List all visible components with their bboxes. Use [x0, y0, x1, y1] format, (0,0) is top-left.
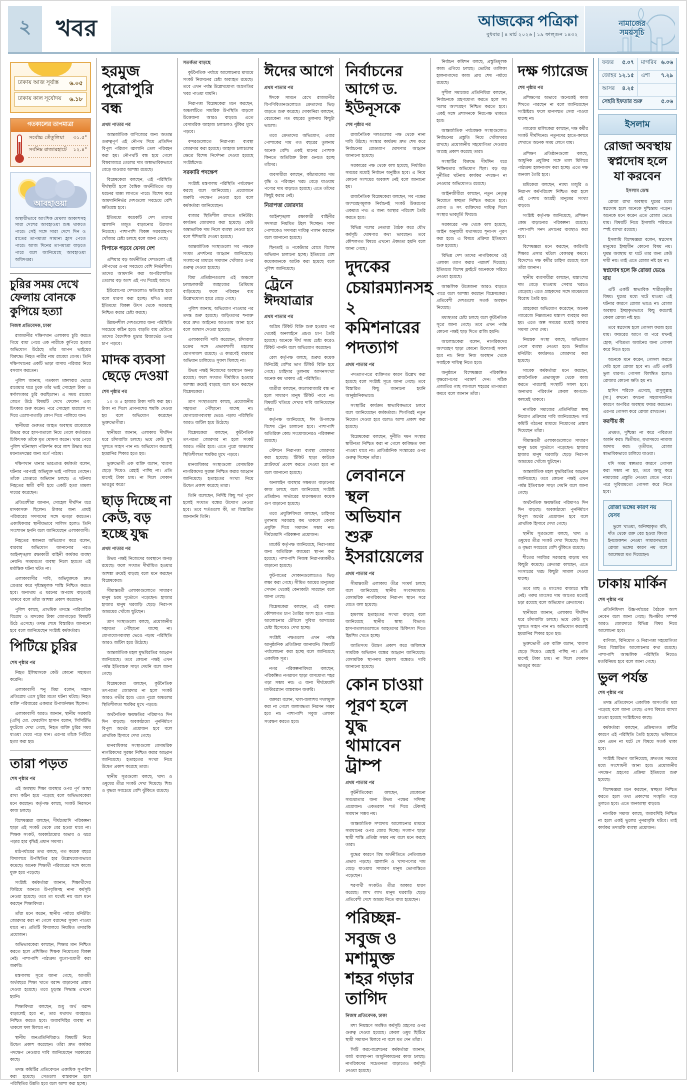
headline-garage[interactable]: দক্ষ গ্যারেজ [517, 64, 588, 80]
paragraph: তাঁরা মনে করেন, স্থানীয় পর্যায়ে মনিটরিং জোরদার করা না গেলে বরাদ্দের সুফল পাওয়া যাবে না। প্রতিটি বিদ্যালয়ে নিয়মিত তদারকি প্রয়োজন। [10, 910, 91, 938]
paragraph: গ্যারেজ মালিকেরা বলছেন, দক্ষ কর্মীর সংকট দীর্ঘদিনের। নতুনদের হাতে-কলমে শেখাতে অনেক সময় লেগে যায়। [517, 126, 588, 146]
paragraph: আন্তর্জাতিক পর্যবেক্ষক সংস্থাগুলোও নির্বাচনের প্রস্তুতি নিয়ে খোঁজখবর রাখছে। প্রয়োজনীয় সহযোগিতা দেওয়ার আগ্রহ প্রকাশ করেছে তারা। [436, 128, 507, 155]
headline-lebanon[interactable]: লেবাননে স্থল অভিযান শুরু ইসরায়েলের [345, 466, 424, 566]
story-body [264, 603, 334, 662]
paragraph: বাজার স্থিতিশীল রাখতে মনিটরিং কার্যক্রম জোরদার করা হয়েছে। কেউ অস্বাভাবিক দাম নিলে ব্যবস্থা নেওয়া হবে বলে হুঁশিয়ারি দেওয়া হয়েছে। [183, 212, 254, 239]
paragraph: মানবাধিকার সংস্থাগুলো বেসামরিক নাগরিকদের সুরক্ষা নিশ্চিত করার আহ্বান জানিয়েছে। হতাহতের সংখ্যা নিয়ে উদ্বেগ প্রকাশ করেছে তারা। [101, 743, 173, 770]
paragraph: আন্তর্জাতিক মহল যুদ্ধবিরতির আহ্বান জানিয়েছে। তবে কোনো পক্ষই এখন পর্যন্ত ইতিবাচক সাড়া দেয়নি বলে জানা গেছে। [517, 468, 588, 495]
continued-from: শেষ পৃষ্ঠার পর [10, 659, 36, 665]
paragraph: স্টেশনে নিরাপত্তা ব্যবস্থা জোরদার করা হয়েছে। টিকিট ছাড়া কাউকে প্ল্যাটফর্মে প্রবেশ করতে দেওয়া হবে না বলে জানানো হয়েছে। [264, 448, 335, 475]
issue-date: বুধবার | ৪ মার্চ ২০২৬ | ১৯ ফাল্গুন ১৪৩২ [486, 32, 578, 39]
temp-row-label: সর্বনিম্ন রাজারহাটে [29, 147, 67, 153]
masthead-spacer [111, 6, 478, 52]
prayer-label: আসর [601, 86, 615, 92]
paragraph: কর্তৃপক্ষ জানিয়েছে, ঈদ উপলক্ষে বিশেষ ট্রেন চালানো হবে। পাশাপাশি অতিরিক্ত কোচ সংযোজনেরও পরিকল্পনা রয়েছে। [264, 417, 335, 444]
thermometer-icon [13, 134, 26, 164]
subheading: করণীয় কী [602, 418, 625, 425]
prayer-cell [599, 71, 638, 83]
paragraph: স্থানীয় সূত্রগুলো বলছে, খাদ্য ও ওষুধের তীব্র সংকট দেখা দিয়েছে। শিশু ও বৃদ্ধরা সবচেয়ে বেশি ঝুঁকিতে রয়েছে। [101, 774, 173, 794]
paragraph: সীমান্তবর্তী এলাকাগুলোতে সাধারণ মানুষ চরম দুর্ভোগে পড়েছেন। হাজার হাজার মানুষ ঘরবাড়ি ছেড়ে নিরাপদ আশ্রয়ের খোঁজে ছুটছেন। [101, 587, 173, 614]
prayer-time: ৭.২৯ [660, 73, 673, 79]
headline-islam[interactable]: রোজা অবস্থায় স্বপ্নদোষ হলে যা করবেন [603, 139, 672, 183]
headline-trump[interactable]: কোন চাওয়া পূরণ হলে যুদ্ধ থামাবেন ট্রাম্প [345, 675, 423, 775]
story-body [264, 94, 334, 198]
paragraph: নিহতের স্বজনরা অভিযোগ করে বলেন, বারবার অভিযোগ জানানোর পরও আইনশৃঙ্খলা রক্ষাকারী বাহিনী কার্যকর ব্যবস্থা নেয়নি। সময়মতো ব্যবস্থা নিলে হয়তো এই মর্মান্তিক ঘটনা ঘটত না। [10, 537, 91, 571]
story-body [345, 1022, 425, 1074]
headline-eid[interactable]: ঈদের আগে [264, 64, 334, 80]
story-body [102, 131, 172, 242]
paragraph: স্থানীয়রা জানান, এলাকায় দীর্ঘদিন ধরে চাঁদাবাজি চলছে। ভয়ে কেউ মুখ খুলতে সাহস পান না। অভিযোগ করলেই হয়রানির শিকার হতে হয়। [101, 429, 173, 456]
weather-forecast-text: অস্থায়ীভাবে আংশিক মেঘলা আকাশসহ সারা দেশের আবহাওয়া শুষ্ক থাকতে পারে। সেই সঙ্গে সারা দেশে দিন ও রাতের তাপমাত্রা সামান্য হ্রাস পেতে পারে। আজ দিনের তাপমাত্রা বাড়তে পারে বলে জানিয়েছে আবহাওয়া অধিদপ্তর। [15, 215, 86, 262]
headline-dhaka-markin[interactable]: ঢাকায় মার্কিন [597, 576, 667, 592]
paragraph: সীমান্তবর্তী এলাকায় তীব্র সংঘর্ষ চলছে বলে জানিয়েছে স্থানীয় সংবাদমাধ্যম। বেসামরিক নাগরিকদের নিরাপদ স্থানে সরে যেতে বলা হয়েছে। [345, 581, 426, 608]
badge-line-1: নামাজের [618, 19, 646, 29]
paragraph: অনুষ্ঠানে বিশেষজ্ঞরা পরিকল্পিত বৃক্ষরোপণের পরামর্শ দেন। সঠিক প্রজাতির গাছ লাগালে শহরের তাপমাত্রা কমবে বলে জানান তাঁরা। [436, 370, 507, 397]
paragraph: মানবাধিকার সংস্থাগুলো বেসামরিক নাগরিকদের সুরক্ষা নিশ্চিত করার আহ্বান জানিয়েছে। হতাহতের সংখ্যা নিয়ে উদ্বেগ প্রকাশ করেছে তারা। [183, 461, 254, 488]
paragraph: রেল কর্তৃপক্ষ বলছে, শুরুর কয়েক মিনিটেই বেশির ভাগ টিকিট বিক্রি হয়ে গেছে। চাহিদার তুলনায় আসনসংখ্যা অনেক কম থাকায় এই পরিস্থিতি। [264, 355, 335, 382]
story-body [345, 580, 425, 670]
paragraph: স্থানীয় সূত্রগুলো বলছে, খাদ্য ও ওষুধের তীব্র সংকট দেখা দিয়েছে। শিশু ও বৃদ্ধরা সবচেয়ে বেশি ঝুঁকিতে রয়েছে। [517, 531, 588, 551]
paragraph: অভিভাবকেরা বলছেন, শিক্ষার মান নিশ্চিত করতে হলে প্রশিক্ষিত শিক্ষক নিয়োগের বিকল্প নেই। পাশাপাশি পাঠ্যক্রম যুগোপযোগী করা জরুরি। [10, 942, 91, 969]
paragraph: আন্তর্জাতিক বাণিজ্যের জন্য অত্যন্ত গুরুত্বপূর্ণ এই নৌপথ দিয়ে প্রতিদিন বিপুল পরিমাণ জ্বালানি তেল পরিবহন করা হয়। নৌপথটি বন্ধ হয়ে গেলে বিশ্ববাজারে তেলের দাম অস্বাভাবিকভাবে বেড়ে যাওয়ার আশঙ্কা রয়েছে। [101, 131, 173, 173]
paragraph: ব্যবসায়ীরা বলছেন, কাঁচামালের দাম বৃদ্ধি ও পরিবহন খরচ বেড়ে যাওয়ায় পণ্যের দাম বাড়াতে হয়েছে। এতে তাঁদের কিছুই করার নেই। [264, 171, 335, 198]
story-body [345, 371, 425, 461]
column-b [178, 58, 259, 1072]
paragraph: শিক্ষাবিদরা বলছেন, শুধু অর্থ বরাদ্দ বাড়ালেই হবে না, তার যথাযথ ব্যবহারও নিশ্চিত করতে হবে। জবাবদিহির ব্যবস্থা না থাকলে ফল মিলবে না। [10, 1004, 91, 1031]
headline-pitiye-churir[interactable]: পিটিয়ে চুরির [10, 639, 77, 655]
continued-from: শেষ পৃষ্ঠার পর [597, 596, 624, 602]
paragraph: হাদিস শরিফে এসেছে, রাসুলুল্লাহ (সা.) কখনো কখনো সহবাসজনিত কারণে অপবিত্র অবস্থায় ফজর করতেন। এরপর গোসল করে রোজা রাখতেন। [602, 387, 672, 414]
subheading: বিপাকে পড়বে যেসব দেশ [101, 246, 155, 253]
prayer-badge-label [619, 20, 646, 37]
paragraph: যুদ্ধের কারণে বিশ্ব অর্থনীতিতে নেতিবাচক প্রভাব পড়ছে। জ্বালানি ও খাদ্যপণ্যের দাম বেড়ে যাওয়ায় সাধারণ মানুষ ভোগান্তিতে পড়েছেন। [345, 852, 426, 879]
paragraph: তিনি বলেছেন, নির্দিষ্ট কিছু শর্ত পূরণ হলেই সংঘাত বন্ধের উদ্যোগ নেওয়া হবে। তবে শর্তগুলো কী, তা বিস্তারিত জানাননি তিনি। [183, 492, 254, 519]
paragraph: উন্নয়নশীল দেশগুলোর জন্য পরিস্থিতি সবচেয়ে কঠিন হবে। বাড়তি ব্যয় মেটাতে তাদের বৈদেশিক মুদ্রার রিজার্ভের ওপর চাপ পড়বে। [101, 319, 173, 346]
paragraph: পুলিশ জানায়, অভিযোগ পাওয়ার পর তদন্ত শুরু হয়েছে। জড়িতদের শনাক্ত করে দ্রুত আইনের আওতায় আনা হবে বলে আশ্বাস দেওয়া হয়েছে। [183, 305, 254, 332]
paragraph: প্রশিক্ষণ প্রতিষ্ঠানগুলো বলছে, আধুনিক প্রযুক্তির সঙ্গে তাল মিলিয়ে পাঠ্যক্রম হালনাগাদ করা হচ্ছে। এতে দক্ষ জনবল তৈরি হবে। [517, 150, 588, 177]
paragraph: পুলিশ বলছে, প্রাথমিক তদন্তে পারিবারিক বিরোধ ও মাদকের টাকা জোগাড়ের বিষয়টি উঠে এসেছে। তদন্ত শেষে বিস্তারিত জানানো হবে বলে জানিয়েছেন সংশ্লিষ্ট কর্মকর্তারা। [10, 607, 91, 634]
byline: নিজস্ব প্রতিবেদক, ঢাকা [345, 1013, 387, 1019]
paragraph: বিশ্লেষকেরা বলছেন, কূটনৈতিক তৎপরতা জোরদার না হলে সংকট আরও গভীর হবে। এতে পুরো অঞ্চলের স্থিতিশীলতা হুমকির মুখে পড়বে। [183, 430, 254, 457]
temp-row [28, 134, 88, 146]
story-body [102, 256, 172, 346]
paragraph: ইসলামি বিশেষজ্ঞরা বলেন, স্বপ্নদোষ মানুষের ইচ্ছাধীন কোনো বিষয় নয়। ঘুমন্ত অবস্থায় যা ঘটে তার জন্য কেউ দায়ী নয়। তাই এতে রোজা নষ্ট হয় না। [602, 237, 672, 264]
headline-train[interactable]: ট্রেনে ঈদযাত্রার [264, 276, 314, 309]
column-d [340, 58, 431, 1072]
paragraph: তবে ক্রেতাদের অভিযোগ, এবার পোশাকের দাম গত বছরের তুলনায় অনেক বেশি। একই মানের পোশাক কিনতে অতিরিক্ত টাকা গুনতে হচ্ছে তাঁদের। [264, 133, 335, 167]
paragraph: মধ্যস্থতার চেষ্টা চলছে বলে কূটনৈতিক সূত্রে জানা গেছে। তবে এখন পর্যন্ত কোনো পক্ষই ছাড় দিতে রাজি হয়নি। [436, 315, 507, 335]
column-c [259, 58, 340, 1072]
paragraph: পদত্যাগপত্রে ব্যক্তিগত কারণ উল্লেখ করা হয়েছে বলে সংশ্লিষ্ট সূত্রে জানা গেছে। তবে বিস্তারিত কিছু জানানো হয়নি আনুষ্ঠানিকভাবে। [345, 372, 426, 399]
paragraph: উভয় পক্ষই নিজেদের অবস্থানে অনড় রয়েছে। ফলে সংঘাত দীর্ঘায়িত হওয়ার আশঙ্কা ক্রমেই বাড়ছে বলে মনে করছেন বিশ্লেষকেরা। [101, 556, 173, 583]
story-body [608, 523, 667, 558]
paragraph: ছিনতাই ও পকেটমার রোধে বিশেষ অভিযান চালানো হচ্ছে। ইতিমধ্যে বেশ কয়েকজনকে আটক করা হয়েছে বলে পুলিশ জানিয়েছে। [264, 244, 335, 271]
temp-row-label: সর্বোচ্চ তেঁতুলিয়া [29, 135, 65, 141]
continued-from: প্রথম পাতার পর [264, 85, 294, 91]
byline: নিজস্ব প্রতিবেদক, ঢাকা [10, 322, 52, 328]
sehri-iftar-row [599, 97, 676, 109]
continued-from: প্রথম পাতার পর [101, 546, 131, 552]
paragraph: নির্বাচন কমিশন বলছে, প্রস্তুতিমূলক কাজ এগিয়ে চলছে। ভোটার তালিকা হালনাগাদের কাজ প্রায় শেষ পর্যায়ে রয়েছে। [436, 59, 507, 86]
paragraph: সংস্থাটির বিরুদ্ধে দীর্ঘদিন ধরে নিষ্ক্রিয়তার অভিযোগ ছিল। বড় বড় দুর্নীতির ঘটনায় কার্যকর পদক্ষেপ না নেওয়ার অভিযোগও রয়েছে। [436, 159, 507, 186]
sehri-iftar-time: ৫.০৬ [660, 99, 673, 105]
paragraph: ভুক্তভোগী এক ব্যক্তি বলেন, 'ব্যবসা ছেড়ে দিয়েও রেহাই পাচ্ছি না। প্রতি মাসেই টাকা চায়। না দিলে দোকান ভাঙচুর করে।' [517, 641, 588, 668]
prayer-row [599, 58, 676, 71]
prayer-cell [599, 84, 638, 96]
continued-from: শেষ পৃষ্ঠার পর [597, 690, 624, 696]
headline-chhar[interactable]: ছাড় দিচ্ছে না কেউ, বড় হচ্ছে যুদ্ধ [101, 493, 172, 541]
story-body [264, 213, 334, 272]
paragraph: গ্রাহকেরা অভিযোগ করেছেন, অনেক গ্যারেজে নিম্নমানের যন্ত্রাংশ ব্যবহার করা হয়। এতে অল্প সময়ের মধ্যেই আবার সমস্যা দেখা দেয়। [517, 306, 588, 333]
headline-churi[interactable]: চুরির সময় দেখে ফেলায় বোনকে কুপিয়ে হত্যা [10, 278, 79, 318]
story-body [518, 94, 588, 668]
continued-from: প্রথম পাতার পর [264, 313, 294, 319]
subheading: নিরাপত্তা জোরদার [264, 202, 304, 209]
paragraph: অর্থনৈতিক ক্ষয়ক্ষতির পরিমাণও দিন দিন বাড়ছে। অবকাঠামো পুনর্নির্মাণে বিপুল অর্থের প্রয়োজন হবে বলে প্রাথমিক হিসাবে দেখা গেছে। [101, 712, 173, 739]
byline: ইসলাম ডেস্ক [626, 188, 649, 193]
weather-widget [10, 172, 91, 268]
sun-row-value: ৬.১৮ [69, 97, 83, 103]
paragraph: বিশ্লেষকেরা বলছেন, কূটনৈতিক তৎপরতা জোরদার না হলে সংকট আরও গভীর হবে। এতে পুরো অঞ্চলের স্থিতিশীলতা হুমকির মুখে পড়বে। [101, 680, 173, 708]
paragraph: এই অবস্থায় শিক্ষা ব্যবস্থার ওপর পূর্ণ আস্থা রাখা কঠিন হয়ে পড়েছে বলে অভিভাবকেরা মনে করছেন। কর্তৃপক্ষ বলছে, সংকট নিরসনে কাজ চলছে। [10, 786, 91, 813]
subheading: স্বপ্নদোষ হলে কি রোজা ভেঙে যায় [602, 268, 666, 283]
sehri-iftar-label: সেহরি ইফতার শুরু [601, 99, 643, 105]
paragraph: ত্রাণ সংস্থাগুলো বলছে, প্রয়োজনীয় সহায়তা পৌঁছানো যাচ্ছে না। যোগাযোগব্যবস্থা ভেঙে পড়ায় পরিস্থিতি আরও জটিল হয়ে উঠেছে। [101, 618, 173, 645]
sun-row-label: ঢাকায় আজ সূর্যাস্ত [18, 79, 59, 86]
paragraph: এলাকাবাসীর দাবি, অভিযুক্তকে দ্রুত গ্রেপ্তার করে দৃষ্টান্তমূলক শাস্তি নিশ্চিত করতে হবে। অন্যথায় এ ধরনের অপরাধ বাড়তেই থাকবে বলে তাঁরা আশঙ্কা প্রকাশ করেছেন। [10, 575, 91, 603]
paragraph: মার্কেট কর্তৃপক্ষ জানিয়েছে, নিরাপত্তার জন্য অতিরিক্ত ক্যামেরা স্থাপন করা হয়েছে। পাশাপাশি নিজস্ব নিরাপত্তাকর্মীও বাড়ানো হয়েছে। [264, 541, 335, 568]
paragraph: আন্তর্জাতিক সংস্থাগুলো সব পক্ষকে সংযম প্রদর্শনের আহ্বান জানিয়েছে। সংলাপের মাধ্যমে সমাধান খোঁজার ওপর গুরুত্ব দেওয়া হয়েছে। [183, 243, 254, 270]
story-body [436, 58, 506, 397]
paragraph: আন্তর্জাতিক মহল যুদ্ধবিরতির আহ্বান জানিয়েছে। তবে কোনো পক্ষই এখন পর্যন্ত ইতিবাচক সাড়া দেয়নি বলে জানা গেছে। [101, 649, 173, 676]
brand-name: আজকের পত্রিকা [478, 13, 578, 30]
temp-row-value: ৩১.৫° [73, 135, 87, 141]
prayer-times-table [598, 58, 677, 110]
paragraph: বন্দরগুলোতে নিরাপত্তা ব্যবস্থা জোরদার করা হয়েছে। জাহাজ চলাচলের ক্ষেত্রে বিশেষ নির্দেশনা দেওয়া হয়েছে সংশ্লিষ্টদের। [183, 139, 254, 166]
paragraph: ভুলে খাওয়া, অনিচ্ছাকৃত বমি, দাঁত থেকে রক্ত বের হওয়া কিংবা ইনজেকশন নেওয়া সাধারণভাবে রোজা ভঙ্গের কারণ নয় বলে আলেমরা মত দিয়েছেন। [607, 524, 667, 558]
paragraph: এটি একটি স্বাভাবিক শারীরবৃত্তীয় বিষয়। ঘুমের মধ্যে ঘটে যাওয়া এই ঘটনার কারণে রোজা ভাঙে না। রোজা অবস্থায় ইচ্ছাকৃতভাবে কিছু করলেই কেবল রোজা নষ্ট হয়। [602, 287, 672, 321]
paragraph: তবে মাছ ও মাংসের বাজারে স্বস্তি নেই। গরুর মাংসের দাম আগের মতোই চড়া রয়েছে বলে অভিযোগ ক্রেতাদের। [517, 586, 588, 606]
paragraph: প্রতিনিধিদল উচ্চপর্যায়ের বৈঠকে অংশ নেবেন বলে জানা গেছে। দ্বিপক্ষীয় সম্পর্ক আরও জোরদারে বিভিন্ন বিষয় নিয়ে আলোচনা হবে। [597, 606, 677, 633]
paragraph: সংশ্লিষ্ট বিভাগ জানিয়েছে, দ্রুততম সময়ের মধ্যে সংশোধনী আনা হবে। প্রয়োজনীয় পদক্ষেপ গ্রহণের প্রক্রিয়া ইতিমধ্যে শুরু হয়েছে। [597, 755, 677, 782]
paragraph: বিশ্লেষকেরা বলছেন, এই বক্তব্য কৌশলগত চাপ তৈরির অংশ হতে পারে। আলোচনার টেবিলে সুবিধা আদায়ের চেষ্টা হিসেবেও দেখা হচ্ছে। [264, 604, 335, 631]
paragraph: এলাকাবাসী দাবি করেছেন, চাঁদাবাজ চক্রের সঙ্গে প্রভাবশালী মহলের যোগসাজশ রয়েছে। এ কারণেই বারবার অভিযান চালিয়েও সুফল মিলছে না। [183, 337, 254, 364]
story-body [10, 785, 91, 1086]
paragraph: অর্থনৈতিক ক্ষয়ক্ষতির পরিমাণও দিন দিন বাড়ছে। অবকাঠামো পুনর্নির্মাণে বিপুল অর্থের প্রয়োজন হবে বলে প্রাথমিক হিসাবে দেখা গেছে। [517, 499, 588, 527]
sun-row [14, 92, 87, 107]
column-left [8, 58, 97, 1086]
paragraph: সংশ্লিষ্ট কর্তৃপক্ষ জানিয়েছে, প্রশিক্ষণ কেন্দ্র বাড়ানোর পরিকল্পনা রয়েছে। পাশাপাশি সনদ প্রদানের ব্যবস্থাও করা হবে। [517, 212, 588, 239]
story-body [183, 69, 253, 166]
paragraph: আন্তর্জাতিক সম্প্রদায় আলোচনার মাধ্যমে সমাধানের ওপর জোর দিচ্ছে। সংলাপ ছাড়া স্থায়ী শান্তি প্রতিষ্ঠা সম্ভব নয় বলে মনে করছে তারা। [345, 821, 426, 848]
continued-from: প্রথম পাতার পর [345, 780, 375, 786]
paragraph: ভুক্তভোগী এক ব্যক্তি বলেন, 'ব্যবসা ছেড়ে দিয়েও রেহাই পাচ্ছি না। প্রতি মাসেই টাকা চায়। না দিলে দোকান ভাঙচুর করে।' [101, 460, 173, 488]
paragraph: বিভিন্ন দেশ তাদের নাগরিকদের ওই এলাকা ত্যাগ করার পরামর্শ দিয়েছে। ইতিমধ্যে বিশেষ ফ্লাইটে অনেককে সরিয়ে নেওয়া হয়েছে। [436, 252, 507, 279]
paragraph: সীমান্তবর্তী এলাকাগুলোতে সাধারণ মানুষ চরম দুর্ভোগে পড়েছেন। হাজার হাজার মানুষ ঘরবাড়ি ছেড়ে নিরাপদ আশ্রয়ের খোঁজে ছুটছেন। [517, 437, 588, 464]
headline-nirbachon[interactable]: নির্বাচনের আগে ড. ইউনূসকে [345, 64, 403, 117]
story-body [102, 555, 172, 794]
prayer-time: ৪.২৫ [621, 86, 634, 92]
prayer-row [599, 84, 676, 97]
paragraph: বিশ্লেষকেরা বলছেন, দুর্নীতি দমন সংস্থার স্বাধীনতা নিশ্চিত করা না গেলে কাঙ্ক্ষিত ফল পাওয়া যাবে না। প্রাতিষ্ঠানিক সংস্কারের ওপর গুরুত্ব দিচ্ছেন তাঁরা। [345, 434, 426, 461]
paragraph: আইনজীবীরা বলছেন, নতুন নেতৃত্ব নিয়োগে স্বচ্ছতা নিশ্চিত করতে হবে। যোগ্য ও সৎ ব্যক্তিদের দায়িত্ব দিলে সংস্থার ভাবমূর্তি ফিরবে। [436, 190, 507, 217]
headline-horomuj[interactable]: হরমুজ পুরোপুরি বন্ধ [101, 64, 154, 117]
prayer-time: ১২.১৫ [618, 73, 634, 79]
paragraph: নিয়ন্ত্রক সংস্থা বলছে, অভিযোগ পেলে ব্যবস্থা নেওয়া হবে। নিয়মিত মনিটরিং কার্যক্রমও জোরদার করা হয়েছে। [517, 337, 588, 364]
paragraph: আঞ্চলিক উত্তেজনা আরও বাড়তে পারে বলে আশঙ্কা করছেন বিশ্লেষকেরা। প্রতিবেশী দেশগুলো সতর্ক অবস্থান নিয়েছে। [436, 283, 507, 310]
paragraph: তদন্ত কমিটির প্রতিবেদনে একাধিক সুপারিশ করা হয়েছে। সেগুলো বাস্তবায়ন হলে পরিস্থিতির উন্নতি হবে বলে আশা করা হচ্ছে। [10, 1066, 91, 1086]
paragraph: যাত্রীরা বলছেন, কালোবাজারি বন্ধ না হলে সাধারণ মানুষ টিকিট পাবে না। বিষয়টি খতিয়ে দেখার দাবি জানিয়েছেন তাঁরা। [264, 386, 335, 413]
paragraph: শরণার্থী সংকটও তীব্র আকার ধারণ করেছে। লাখ লাখ মানুষ ঘরবাড়ি ছেড়ে প্রতিবেশী দেশে আশ্রয় নিতে বাধ্য হয়েছেন। [345, 883, 426, 903]
masthead-divider [8, 52, 679, 54]
headline-tara-porto[interactable]: তারা পড়ত [10, 755, 68, 771]
prayer-time: ৫.০৭ [621, 60, 634, 66]
paragraph: সংশ্লিষ্ট মন্ত্রণালয় পরিস্থিতি পর্যবেক্ষণ করছে বলে জানিয়েছে। প্রয়োজনে জরুরি পদক্ষেপ নেওয়া হবে বলে কর্মকর্তারা জানিয়েছেন। [183, 181, 254, 208]
paragraph: শ্রমিকেরা বলছেন, ন্যায্য মজুরি ও নিরাপদ কর্মপরিবেশ নিশ্চিত করা হলে এই পেশায় আগ্রহী মানুষের সংখ্যা বাড়বে। [517, 181, 588, 208]
paragraph: ঈদকে সামনে রেখে রাজধানীর বিপণিবিতানগুলোতে ক্রেতাদের ভিড় বাড়তে শুরু করেছে। দোকানিরা বলছেন, বেচাকেনা গত বছরের তুলনায় কিছুটা ভালো। [264, 95, 335, 129]
callout-title: রোজা ভঙ্গের কারণ নয় যেসব [607, 505, 657, 520]
temperature-title: গতকালের তাপমাত্রা [11, 119, 90, 132]
paragraph: সিটি করপোরেশনের কর্মকর্তারা জানান, বর্জ্য ব্যবস্থাপনা আধুনিকায়নের কাজ চলছে। নাগরিকদের সচেতনতা বাড়াতেও কর্মসূচি নেওয়া হয়েছে। [345, 1047, 426, 1074]
continued-from: শেষ পৃষ্ঠার পর [10, 776, 36, 782]
story-body [10, 669, 91, 745]
story-body [345, 789, 425, 903]
paragraph: পুলিশ জানায়, গতকাল মঙ্গলবার ভোরে রাবেয়ার ঘরে ঢুকে তাঁর ভাই সোহেল টাকা ও স্বর্ণালংকার চুরি করছিলেন। এ সময় রাবেয়া জেগে উঠে বিষয়টি দেখে ফেলেন এবং চিৎকার শুরু করেন। পরে সোহেল ধারালো দা দিয়ে এলোপাতাড়ি কোপ দিয়ে পালিয়ে যান। [10, 378, 91, 419]
paragraph: যদি সময় স্বল্পতার কারণে গোসল করা সম্ভব না হয়, তবে অজু করে নামাজের প্রস্তুতি নেওয়া যেতে পারে। পরে সুবিধামতো গোসল করে নিতে হবে। [602, 460, 672, 495]
sun-row [14, 76, 87, 91]
paragraph: হামলায় হতাহতের সংখ্যা বাড়ছে বলে জানিয়েছে স্থানীয় স্বাস্থ্য বিভাগ। হাসপাতালগুলোতে আহতদের চিকিৎসা দিতে হিমশিম খেতে হচ্ছে। [345, 612, 426, 639]
section-title: খবর [56, 14, 98, 41]
story-body [598, 699, 677, 831]
paragraph: তবে প্রযুক্তিবিদরা বলছেন, চাহিদার তুলনায় সরবরাহ কম থাকলে কেবল প্রযুক্তি দিয়ে সমাধান সম্ভব নয়। দীর্ঘমেয়াদি পরিকল্পনা প্রয়োজন। [264, 510, 335, 537]
headline-dudok[interactable]: দুদকের চেয়ারম্যানসহ ২ কমিশনারের পদত্যাগ [345, 257, 433, 357]
headline-bhul-porjonto[interactable]: ভুল পর্যন্ত [597, 669, 648, 685]
islam-section-title: ইসলাম [598, 114, 677, 135]
paragraph: প্রতিবেশীরা জানান, সোহেল দীর্ঘদিন ধরে মাদকাসক্ত ছিলেন। টাকার জন্য প্রায়ই পরিবারের সদস্যদের সঙ্গে ঝগড়া করতেন। একাধিকবার স্থানীয়ভাবে সালিস হলেও তিনি সংশোধন হননি বলে জানিয়েছেন এলাকাবাসী। [10, 499, 91, 533]
prayer-times-badge [584, 6, 679, 52]
paragraph: দক্ষিণখান থানার ভারপ্রাপ্ত কর্মকর্তা বলেন, ঘটনার পরপরই অভিযুক্ত ভাই পালিয়ে গেছেন। তাঁকে গ্রেপ্তারে অভিযান চলছে। এ ঘটনায় নিহতের স্বামী বাদী হয়ে একটি হত্যা মামলা দায়ের করেছেন। [10, 461, 91, 495]
paragraph: তদন্ত প্রতিবেদনে একাধিক অসংগতি ধরা পড়েছে বলে জানা গেছে। এসব বিষয়ে ব্যাখ্যা চাওয়া হয়েছে সংশ্লিষ্টদের কাছে। [597, 700, 677, 720]
paragraph: আইনশৃঙ্খলা রক্ষাকারী বাহিনীর সদস্যরা নিয়মিত টহল দিচ্ছেন। সাদা পোশাকেও সদস্যরা দায়িত্ব পালন করছেন বলে জানানো হয়েছে। [264, 213, 335, 240]
paragraph: নিহত ইলিয়াসকে কেউ কোনো সহায়তা করেনি। [10, 669, 91, 682]
paragraph: ত্রাণ সংস্থাগুলো বলছে, প্রয়োজনীয় সহায়তা পৌঁছানো যাচ্ছে না। যোগাযোগব্যবস্থা ভেঙে পড়ায় পরিস্থিতি আরও জটিল হয়ে উঠেছে। [183, 399, 254, 426]
paragraph: ১০ ও ৫ হাজার টাকা দাবি করা হয়। টাকা না দিলে প্রাণনাশের হুমকি দেওয়া হয় বলে অভিযোগ করেছেন ভুক্তভোগীরা। [101, 398, 173, 425]
paragraph: রোজা রাখা অবস্থায় ঘুমের মধ্যে স্বপ্নদোষ হলে অনেকে দুশ্চিন্তায় পড়েন। অনেকে মনে করেন এতে রোজা ভেঙে যায়। বিষয়টি নিয়ে ইসলামি শরিয়তে স্পষ্ট ব্যাখ্যা রয়েছে। [602, 199, 672, 233]
paragraph: বক্তারা বলেন, খাল-জলাশয় দখলমুক্ত করা না গেলে জলাবদ্ধতা নিরসন সম্ভব হবে না। পাশাপাশি সবুজ এলাকা সংরক্ষণ করতে হবে। [264, 697, 335, 724]
continued-from: প্রথম পাতার পর [345, 362, 375, 368]
paragraph: ইতিমধ্যে কয়েকটি দেশ তাদের জ্বালানি মজুত বাড়ানোর উদ্যোগ নিয়েছে। পাশাপাশি বিকল্প সরবরাহপথ খোঁজার চেষ্টা চলছে বলে জানা গেছে। [101, 215, 173, 242]
paragraph: নিরাপত্তা বিশ্লেষকেরা মনে করছেন, অঞ্চলটিতে সামরিক উপস্থিতি বাড়লে উত্তেজনা আরও বাড়বে। এতে বেসামরিক জাহাজ চলাচলও ঝুঁকির মুখে পড়বে। [183, 101, 254, 135]
paragraph: সরকারের পক্ষ থেকে বলা হয়েছে, নির্ধারিত সময়ের মধ্যেই নির্বাচন অনুষ্ঠিত হবে। এ নিয়ে কোনো সংশয়ের অবকাশ নেই বলে জানানো হয়। [345, 163, 426, 190]
prayer-cell-empty [638, 84, 676, 96]
paragraph: বিশেষজ্ঞরা বলছেন, দীর্ঘমেয়াদি পরিকল্পনা ছাড়া এই সংকট থেকে বের হওয়া যাবে না। শিক্ষক সংকট, অবকাঠামোর অভাব ও ঝরে পড়ার হার বৃদ্ধিই প্রধান সমস্যা। [10, 817, 91, 844]
paragraph: জাতিসংঘ উদ্বেগ প্রকাশ করে অবিলম্বে সামরিক অভিযান বন্ধের আহ্বান জানিয়েছে। বেসামরিক স্থাপনায় হামলা বন্ধেরও দাবি জানানো হয়েছে। [345, 643, 426, 670]
continued-from: শেষ পৃষ্ঠার পর [517, 85, 544, 91]
column-f [513, 58, 594, 1072]
story-body [264, 665, 334, 724]
paragraph: অগ্রিম টিকিট বিক্রি শুরু হওয়ার পর থেকেই অনলাইনে প্রচণ্ড চাপ তৈরি হয়েছে। অনেকে দীর্ঘ সময় চেষ্টা করেও টিকিট পাননি বলে অভিযোগ করেছেন। [264, 323, 335, 351]
paragraph: কর্মকর্তারা বলছেন, প্রক্রিয়াগত ত্রুটির কারণে এই পরিস্থিতি তৈরি হয়েছে। ভবিষ্যতে যেন এমন না ঘটে সে বিষয়ে সতর্ক থাকা হবে। [597, 724, 677, 751]
paragraph: বিশ্লেষকেরা বলছেন, এই পরিস্থিতি দীর্ঘস্থায়ী হলে বৈশ্বিক অর্থনীতিতে বড় ধরনের ধাক্কা লাগতে পারে। বিশেষ করে আমদানিনির্ভর দেশগুলো সবচেয়ে বেশি ক্ষতিগ্রস্ত হবে। [101, 177, 173, 211]
prayer-label: ফজর [601, 60, 614, 66]
paragraph: স্থানীয় ব্যবসায়ীরা বলছেন, যন্ত্রাংশের দাম বেড়ে যাওয়ায় সেবার খরচও বেড়েছে। এতে গ্রাহকদের সঙ্গে মাঝেমধ্যে বিরোধ তৈরি হয়। [517, 275, 588, 302]
content-grid [8, 58, 679, 1086]
paragraph: সুশীল সমাজের প্রতিনিধিরা বলছেন, নির্বাচনকে গ্রহণযোগ্য করতে হলে সব দলের অংশগ্রহণ নিশ্চিত করতে হবে। একই সঙ্গে প্রশাসনকে নিরপেক্ষ থাকতে হবে। [436, 90, 507, 124]
paragraph: অনেকে মনে করেন, গোসল করতে দেরি হলে রোজা হবে না। এটি একটি ভুল ধারণা। গোসল বিলম্বিত হলেও রোজার কোনো ক্ষতি হয় না। [602, 356, 672, 383]
story-body [183, 305, 253, 520]
page-number: ২ [8, 6, 42, 52]
paragraph: সংশ্লিষ্ট কর্মকর্তারা জানান, শিক্ষার্থীদের ফিরিয়ে আনতে উপবৃত্তিসহ নানা কর্মসূচি নেওয়া হয়েছে। তবে তা যথেষ্ট নয় বলে মনে করছেন শিক্ষাবিদরা। [10, 879, 91, 906]
paragraph: রাজনৈতিক দলগুলোর পক্ষ থেকে নানা দাবি উঠছে। সংস্কার কার্যক্রম দ্রুত শেষ করে নির্বাচনের রোডম্যাপ ঘোষণার আহ্বান জানানো হয়েছে। [345, 131, 426, 158]
story-body [603, 286, 672, 415]
continued-from: শেষ পৃষ্ঠার পর [345, 121, 371, 127]
paragraph: প্রশিক্ষণের অভাবে অনেকেই কাজ শিখতে পারছেন না বলে জানিয়েছেন সংশ্লিষ্টরা। ফলে মানসম্মত সেবা পাওয়া যাচ্ছে না। [517, 95, 588, 122]
story-body [102, 398, 172, 488]
temperature-widget [10, 118, 91, 167]
paragraph: কূটনীতিকেরা বলছেন, যেকোনো সমঝোতার জন্য উভয় পক্ষের সদিচ্ছা প্রয়োজন। একতরফা শর্ত দিয়ে টেকসই সমাধান সম্ভব নয়। [345, 790, 426, 817]
prayer-cell [638, 58, 676, 70]
badge-line-2: সময়সূচি [619, 28, 645, 37]
brand-block [478, 6, 584, 52]
paragraph: বিভিন্ন দলের নেতারা বৈঠক করে যৌথ কর্মসূচি ঘোষণার কথা ভাবছেন। তবে কৌশলগত বিষয়ে এখনো ঐকমত্য হয়নি বলে জানা গেছে। [345, 225, 426, 252]
sun-row-label: ঢাকায় কাল সূর্যোদয় [18, 96, 62, 102]
paragraph: সংস্থাটির কার্যক্রম স্বাভাবিকভাবে চলবে বলে জানিয়েছেন কর্মকর্তারা। শিগগিরই নতুন নিয়োগ দেওয়া হবে বলেও আশা প্রকাশ করা হয়েছে। [345, 403, 426, 430]
paragraph: স্থানীয়রা জানান, এলাকায় দীর্ঘদিন ধরে চাঁদাবাজি চলছে। ভয়ে কেউ মুখ খুলতে সাহস পান না। অভিযোগ করলেই হয়রানির শিকার হতে হয়। [517, 610, 588, 637]
headline-city[interactable]: পরিচ্ছন্ন-সবুজ ও মশামুক্ত শহর গড়ার তাগিদ [345, 908, 414, 1008]
prayer-label: এশা [640, 73, 650, 79]
paragraph: সংশ্লিষ্ট পক্ষগুলো এখন পর্যন্ত আনুষ্ঠানিক প্রতিক্রিয়া জানায়নি। বিষয়টি পর্যালোচনা করা হচ্ছে বলে জানিয়েছে একাধিক সূত্র। [264, 635, 335, 662]
continued-from: প্রথম পাতার পর [345, 571, 375, 577]
paragraph: এলাকাবাসী আরও জানান, স্থানীয় সরকারি (এসি) মো. ফেরদৌস হাসান বলেন, সিসিটিভি ফুটেজে দেখা গেছে, নিহত ব্যক্তি চুরির সময় ধাওয়া খেয়ে পড়ে যান। এরপর তাঁকে পিটিয়ে হত্যা করা হয়। [10, 710, 91, 744]
continued-from: প্রথম পাতার পর [101, 121, 131, 127]
sun-row-value: ৬.০৫ [69, 80, 83, 87]
story-body [264, 323, 334, 600]
divider [10, 273, 91, 274]
paragraph: ফুটপাতের দোকানগুলোতেও ভিড় লক্ষ্য করা গেছে। সীমিত আয়ের মানুষেরা সেখান থেকেই কেনাকাটা সারছেন বলে জানা গেছে। [264, 572, 335, 600]
paragraph: কূটনৈতিক পর্যায়ে আলোচনার মাধ্যমে সংকট নিরসনের চেষ্টা অব্যাহত রয়েছে। তবে এখন পর্যন্ত উল্লেখযোগ্য অগ্রগতির খবর পাওয়া যায়নি। [183, 70, 254, 97]
column-e [431, 58, 512, 1072]
paragraph: এলাকাবাসী শনু মিয়া বলেন, সন্ত্রাস প্রতিরোধ এসে চুরির মতো ঘটনা ঘটছে। নিহত ব্যক্তি পরিবারের একমাত্র উপার্জনক্ষম ছিলেন। [10, 686, 91, 706]
weather-illustration [11, 173, 90, 213]
paragraph: নাগরিক সমাজের প্রতিনিধিরা স্বচ্ছ নিয়োগ প্রক্রিয়ার দাবি জানিয়েছেন। সার্চ কমিটি গঠনের মাধ্যমে নিয়োগের প্রস্তাব দিয়েছেন তাঁরা। [517, 406, 588, 433]
paragraph: বিমা প্রতিষ্ঠানগুলো এই অঞ্চলে চলাচলকারী জাহাজের প্রিমিয়াম বাড়িয়েছে। ফলে পরিবহন ব্যয় উল্লেখযোগ্য হারে বেড়ে গেছে। [183, 274, 254, 301]
paragraph: মাঠপর্যায়ের তথ্য বলছে, গত কয়েক বছরে বিদ্যালয়ে উপস্থিতির হার উল্লেখযোগ্যভাবে কমেছে। অনেক শিক্ষার্থী পরিবারের সঙ্গে কাজে যুক্ত হয়ে পড়েছে। [10, 848, 91, 875]
prayer-time: ৬.০৬ [660, 60, 673, 66]
paragraph: রাজনৈতিক বিশ্লেষকেরা বলছেন, সব পক্ষের অংশগ্রহণমূলক নির্বাচনই সংকট উত্তরণের একমাত্র পথ। এ জন্য আস্থার পরিবেশ তৈরি করতে হবে। [345, 194, 426, 221]
paragraph: মশা নিয়ন্ত্রণে সমন্বিত কর্মসূচি গ্রহণের ওপর গুরুত্ব দেওয়া হয়েছে। কেবল ওষুধ ছিটিয়ে স্থায়ী সমাধান মিলবে না বলে মত দেন তাঁরা। [345, 1023, 426, 1043]
paragraph: ইউরোপের দেশগুলোও ক্ষতিগ্রস্ত হবে বলে ধারণা করা হচ্ছে। যদিও তারা ইতিমধ্যে বিকল্প উৎস থেকে সরবরাহ নিশ্চিত করার চেষ্টা করছে। [101, 288, 173, 315]
paragraph: নগর পরিকল্পনাবিদরা বলছেন, পরিকল্পিত নগরায়ণ ছাড়া বাসযোগ্য শহর গড়া সম্ভব নয়। এ জন্য দীর্ঘমেয়াদি মাস্টারপ্ল্যান বাস্তবায়ন জরুরি। [264, 666, 335, 693]
masthead [8, 6, 679, 52]
prayer-cell [638, 71, 676, 83]
paragraph: বিশেষজ্ঞরা মনে করছেন, কারিগরি শিক্ষার প্রসার ঘটলে বেকারত্ব কমবে। বিদেশেও দক্ষ কর্মীর চাহিদা রয়েছে বলে তাঁরা জানান। [517, 243, 588, 270]
headline-madok[interactable]: মাদক ব্যবসা ছেড়ে দেওয়া [101, 351, 169, 384]
paragraph: প্রথমত, দুশ্চিন্তা না করে পবিত্রতা অর্জন করা। দ্বিতীয়ত, যথাসময়ে নামাজ আদায় করা। তৃতীয়ত, রোজা স্বাভাবিকভাবে চালিয়ে যাওয়া। [602, 429, 672, 456]
paragraph: সরকারের পক্ষ থেকে বলা হয়েছে, আইন অনুযায়ী যথাসময়ে শূন্যপদ পূরণ করা হবে। এ বিষয়ে প্রক্রিয়া ইতিমধ্যে শুরু হয়েছে। [436, 221, 507, 248]
column-right [594, 58, 679, 1072]
paragraph: এশিয়ার বড় অর্থনীতির দেশগুলো এই নৌপথের ওপর সবচেয়ে বেশি নির্ভরশীল। তাদের আমদানি করা অপরিশোধিত তেলের বড় অংশ এই পথ দিয়েই আসে। [101, 257, 173, 284]
subheading: সরকারি পদক্ষেপ [183, 170, 218, 177]
paragraph: তবে স্বপ্নদোষ হলে গোসল ফরজ হয়ে যায়। ফজরের আগে বা পরে যখনই হোক, পবিত্রতা অর্জনের জন্য গোসল করে নিতে হবে। [602, 325, 672, 352]
paragraph: বাণিজ্য, বিনিয়োগ ও নিরাপত্তা সহযোগিতা নিয়ে বিস্তারিত আলোচনার কথা রয়েছে। পাশাপাশি আঞ্চলিক পরিস্থিতি নিয়েও মতবিনিময় হবে বলে জানা গেছে। [597, 637, 677, 664]
paragraph: শীতের সবজির সরবরাহ বাড়ায় দাম কিছুটা কমেছে। ক্রেতারা বলছেন, এতে সংসারের খরচ কিছুটা সামাল দেওয়া যাচ্ছে। [517, 555, 588, 582]
sunrise-sunset-widget [10, 62, 91, 113]
story-body [345, 131, 425, 253]
paragraph: স্থানীয় জনপ্রতিনিধিরাও বিষয়টি নিয়ে উদ্বেগ প্রকাশ করেছেন। তাঁরা দ্রুত কার্যকর পদক্ষেপ নেওয়ার দাবি জানিয়েছেন সরকারের কাছে। [10, 1035, 91, 1062]
paragraph: সাবেক কর্মকর্তারা মনে করছেন, রাজনৈতিক প্রভাবমুক্ত থেকে কাজ করতে পারলেই সংস্থাটি সফল হবে। অন্যথায় পরিবর্তন কেবল কাগজে-কলমেই থাকবে। [517, 368, 588, 402]
column-a [97, 58, 178, 1072]
story-body [603, 429, 672, 495]
continued-from: শেষ পৃষ্ঠার পর [101, 388, 128, 394]
prayer-row [599, 71, 676, 84]
paragraph: আলোচকেরা বলেন, নাগরিকদের অংশগ্রহণ ছাড়া কোনো উদ্যোগই সফল হবে না। নিজ নিজ অবস্থান থেকে সবাইকে দায়িত্ব নিতে হবে। [436, 339, 507, 366]
continued-marker: সতর্কতা বাড়ছে [183, 60, 211, 65]
paragraph: বিশেষজ্ঞরা মনে করছেন, স্বচ্ছতা নিশ্চিত করতে হলে তথ্য প্রকাশের সংস্কৃতি গড়ে তুলতে হবে। এতে জনআস্থা বাড়বে। [597, 786, 677, 806]
islam-callout-box [603, 500, 672, 566]
paragraph: উভয় পক্ষই নিজেদের অবস্থানে অনড় রয়েছে। ফলে সংঘাত দীর্ঘায়িত হওয়ার আশঙ্কা ক্রমেই বাড়ছে বলে মনে করছেন বিশ্লেষকেরা। [183, 368, 254, 395]
prayer-label: জোহর [601, 73, 617, 79]
temp-row-value: ১২.৪° [73, 147, 87, 153]
story-body [183, 180, 253, 302]
paragraph: নাগরিক সমাজ বলছে, জবাবদিহি নিশ্চিত না হলে একই ভুলের পুনরাবৃত্তি ঘটবে। তাই কার্যকর তদারকি ব্যবস্থা প্রয়োজন। [597, 810, 677, 830]
islam-section [598, 135, 677, 571]
temp-row [28, 146, 88, 158]
paragraph: মন্ত্রণালয় সূত্রে জানা গেছে, আগামী অর্থবছরে শিক্ষা খাতে বরাদ্দ বাড়ানোর প্রস্তাব দেওয়া হয়েছে। তবে চূড়ান্ত সিদ্ধান্ত এখনো হয়নি। [10, 973, 91, 1000]
story-body [10, 332, 91, 634]
paragraph: স্থানীয়রা গুরুতর আহত অবস্থায় রাবেয়াকে উদ্ধার করে হাসপাতালে নিয়ে গেলে কর্তব্যরত চিকিৎসক তাঁকে মৃত ঘোষণা করেন। খবর পেয়ে পুলিশ ঘটনাস্থল পরিদর্শন করে লাশ উদ্ধার করে ময়নাতদন্তের জন্য মর্গে পাঠায়। [10, 423, 91, 457]
weather-label: আ‌ব‌হা‌ও‌য়া [33, 198, 67, 208]
paragraph: রাজধানীর দক্ষিণখান এলাকায় চুরি করতে গিয়ে বাধা পেয়ে এক নারীকে কুপিয়ে হত্যার অভিযোগ উঠেছে তাঁর আপন ভাইয়ের বিরুদ্ধে। নিহত নারীর নাম রাবেয়া বেগম। তিনি দক্ষিণখানের একটি ভাড়া বাসায় পরিবার নিয়ে বসবাস করতেন। [10, 332, 91, 374]
story-body [603, 198, 672, 264]
divider [10, 750, 91, 751]
paragraph: অনলাইন ব্যবস্থার সক্ষমতা বাড়ানোর কাজ চলছে বলে জানিয়েছে সংশ্লিষ্ট প্রতিষ্ঠান। সার্ভারের ধারণক্ষমতা কয়েক গুণ বাড়ানো হয়েছে। [264, 479, 335, 506]
prayer-label: মাগরিব [640, 60, 657, 66]
story-body [598, 606, 677, 665]
prayer-cell [599, 58, 638, 70]
